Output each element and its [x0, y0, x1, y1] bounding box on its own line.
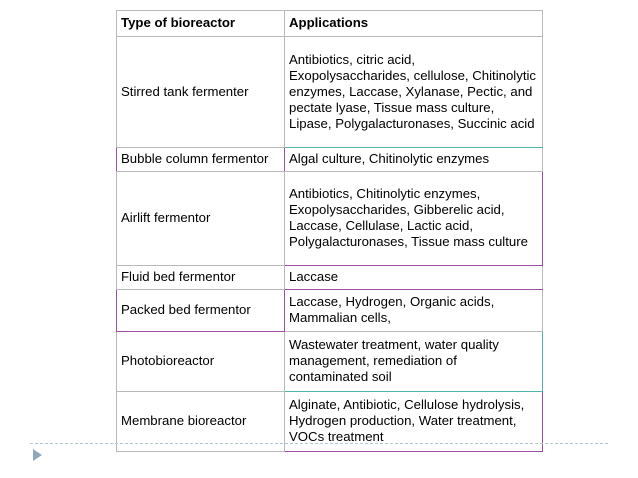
cell-applications: Alginate, Antibiotic, Cellulose hydrolysis, Hydrogen production, Water treatment, VOCs treatment — [285, 392, 543, 452]
cell-type: Packed bed fermentor — [117, 290, 285, 332]
table-row — [117, 332, 543, 392]
table-header-row — [117, 11, 543, 37]
cell-applications: Algal culture, Chitinolytic enzymes — [285, 148, 543, 172]
cell-applications: Wastewater treatment, water quality management, remediation of contaminated soil — [285, 332, 543, 392]
header-applications: Applications — [285, 11, 543, 37]
table-row — [117, 290, 543, 332]
cell-type: Fluid bed fermentor — [117, 266, 285, 290]
table-row — [117, 148, 543, 172]
cell-applications: Laccase — [285, 266, 543, 290]
cell-applications: Antibiotics, Chitinolytic enzymes, Exopolysaccharides, Gibberelic acid, Laccase, Cellulase, Lactic acid, Polygalacturonases, Tissue mass culture — [285, 172, 543, 266]
cell-type: Photobioreactor — [117, 332, 285, 392]
cell-type: Airlift fermentor — [117, 172, 285, 266]
cell-applications: Laccase, Hydrogen, Organic acids, Mammalian cells, — [285, 290, 543, 332]
triangle-bullet-icon — [33, 449, 42, 461]
bioreactor-table — [116, 10, 543, 452]
cell-type: Membrane bioreactor — [117, 392, 285, 452]
cell-type: Bubble column fermentor — [117, 148, 285, 172]
table-row — [117, 266, 543, 290]
footer-divider — [30, 443, 608, 444]
header-type: Type of bioreactor — [117, 11, 285, 37]
table-row — [117, 37, 543, 148]
cell-type: Stirred tank fermenter — [117, 37, 285, 148]
table-row — [117, 172, 543, 266]
cell-applications: Antibiotics, citric acid, Exopolysaccharides, cellulose, Chitinolytic enzymes, Laccase, Xylanase, Pectic, and pectate lyase, Tissue mass culture, Lipase, Polygalacturonases, Succinic acid — [285, 37, 543, 148]
